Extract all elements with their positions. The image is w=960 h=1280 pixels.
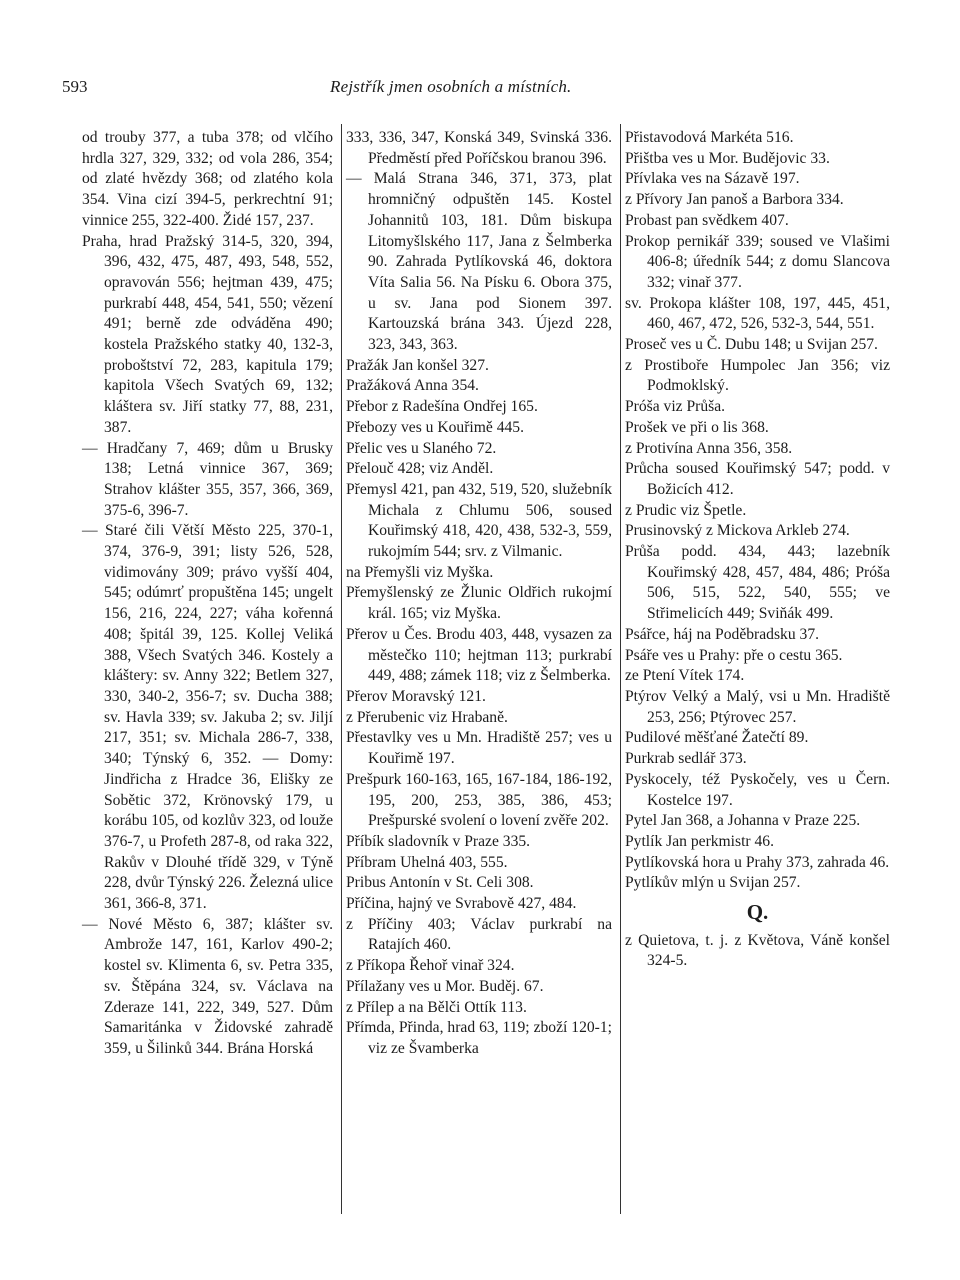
index-entry: — Staré čili Větší Město 225, 370-1, 374, 376-9, 391; listy 526, 528, vidimovány 309; právo vyšší 404, 545; odúmrť propuštěna 145; ungelt 156, 216, 224, 227; váha kořenná 408; špitál 39, 125. Kollej Veliká 388, Všech Svatých 346. Kostely a kláštery: sv. Anny 322; Betlem 327, 330, 340-2, 356-7; sv. Ducha 388; sv. Havla 339; sv. Jakuba 2; sv. Jiljí 217, 351; sv. Michala 286-7, 338, 340; Týnský 6, 352. — Domy: Jindřicha z Hradce 36, Elišky ze Sobětic 372, Krönovský 179, u korábu 105, od kozlův 323, od louže 376-7, u Profeth 287-8, od raka 322, Rakův v Dlouhé třídě 329, v Týně 228, dvůr Týnský 226. Železná ulice 361, 366-8, 371. bbox=[82, 522, 333, 913]
index-entry: Příbík sladovník v Praze 335. bbox=[346, 832, 531, 850]
index-entry: z Přílep a na Bělči Ottík 113. bbox=[346, 998, 527, 1016]
index-entry: Přerov u Čes. Brodu 403, 448, vysazen za městečko 110; hejtman 113; purkrabí 449, 488; zámek 118; viz z Šelmberka. bbox=[346, 625, 612, 685]
index-entry: Přívlaka ves na Sázavě 197. bbox=[625, 170, 800, 188]
index-entry: Prešpurk 160-163, 165, 167-184, 186-192, 195, 200, 253, 385, 386, 453; Prešpurské svolení o lovení zvěře 202. bbox=[346, 770, 612, 830]
index-entry: — Hradčany 7, 469; dům u Brusky 138; Letná vinnice 367, 369; Strahov klášter 355, 357, 366, 369, 375-6, 396-7. bbox=[82, 439, 333, 519]
index-entry: Próša viz Průša. bbox=[625, 398, 726, 416]
index-entry: Pudilové měšťané Žatečtí 89. bbox=[625, 729, 809, 747]
index-entry: z Prostiboře Humpolec Jan 356; viz Podmoklský. bbox=[625, 356, 890, 395]
running-head: Rejstřík jmen osobních a místních. bbox=[330, 77, 572, 96]
index-entry: Purkrab sedlář 373. bbox=[625, 750, 747, 768]
index-entry: Proseč ves u Č. Dubu 148; u Svijan 257. bbox=[625, 336, 878, 354]
index-entry: Pražák Jan konšel 327. bbox=[346, 356, 489, 374]
index-entry: Praha, hrad Pražský 314-5, 320, 394, 396, 432, 475, 487, 493, 548, 552, opravován 556; hejtman 439, 475; purkrabí 448, 454, 541, 550; vězení 491; berně zde odváděna 490; kostela Pražského statky 40, 132-3, proboštství 72, 283, kapitula 179; kapitola Všech Svatých 69, 132; kláštera sv. Jiří statky 77, 88, 231, 387. bbox=[82, 232, 333, 436]
index-entry: Průcha soused Kouřimský 547; podd. v Božicích 412. bbox=[625, 460, 890, 498]
index-entry: Přestavlky ves u Mn. Hradiště 257; ves u Kouřimě 197. bbox=[346, 729, 612, 768]
index-entry: z Protivína Anna 356, 358. bbox=[625, 439, 793, 457]
index-entry: z Quietova, t. j. z Květova, Váně konšel 324-5. bbox=[625, 931, 890, 970]
index-entry: Psářce, háj na Poděbradsku 37. bbox=[625, 625, 820, 643]
index-entry: Přímda, Přinda, hrad 63, 119; zboží 120-1; viz ze Švamberka bbox=[346, 1019, 612, 1057]
index-entry: Prošek ve při o lis 368. bbox=[625, 418, 769, 436]
index-letter-heading: Q. bbox=[746, 900, 769, 925]
index-entry: Probast pan svědkem 407. bbox=[625, 211, 789, 229]
index-entry: Příbram Uhelná 403, 555. bbox=[346, 853, 508, 871]
index-entry: Přelouč 428; viz Anděl. bbox=[346, 460, 494, 478]
index-entry: Přistavodová Markéta 516. bbox=[625, 129, 794, 146]
index-entry: Přebozy ves u Kouřimě 445. bbox=[346, 418, 524, 436]
index-entry: Pytlík Jan perkmistr 46. bbox=[625, 832, 775, 850]
index-entry: Pribus Antonín v St. Celi 308. bbox=[346, 874, 534, 892]
index-entry: Přelic ves u Slaného 72. bbox=[346, 439, 497, 457]
index-entry: z Přívory Jan panoš a Barbora 334. bbox=[625, 191, 844, 209]
index-entry: sv. Prokopa klášter 108, 197, 445, 451, 460, 467, 472, 526, 532-3, 544, 551. bbox=[625, 294, 890, 333]
index-entry: Přerov Moravský 121. bbox=[346, 687, 486, 705]
index-entry: 333, 336, 347, Konská 349, Svinská 336. Předměstí před Poříčskou branou 396. bbox=[346, 129, 612, 167]
index-entry: Průša podd. 434, 443; lazebník Kouřimský 428, 457, 484, 486; Próša 506, 515, 522, 540, 555; ve Střimelicích 449; Sviňák 499. bbox=[625, 543, 890, 623]
index-entry: Prusinovský z Mickova Arkleb 274. bbox=[625, 522, 850, 540]
index-entry: Příčina, hajný ve Svrabově 427, 484. bbox=[346, 895, 577, 913]
index-entry: Ptýrov Velký a Malý, vsi u Mn. Hradiště 253, 256; Ptýrovec 257. bbox=[625, 687, 890, 726]
index-entry: Prokop pernikář 339; soused ve Vlašimi 406-8; úředník 544; z domu Slancova 332; vinař 377. bbox=[625, 232, 890, 291]
index-entry: Psáře ves u Prahy: pře o cestu 365. bbox=[625, 646, 843, 664]
column-rule-right bbox=[620, 124, 621, 1214]
column-rule-left bbox=[341, 124, 342, 1214]
index-column-1 bbox=[82, 128, 333, 1060]
index-entry: Pražáková Anna 354. bbox=[346, 377, 479, 395]
index-entry: z Prudic viz Špetle. bbox=[625, 501, 747, 519]
index-entry: Přištba ves u Mor. Budějovic 33. bbox=[625, 149, 830, 167]
index-entry: z Příčiny 403; Václav purkrabí na Ratajích 460. bbox=[346, 915, 612, 954]
page-number: 593 bbox=[62, 77, 88, 96]
index-entry: z Přerubenic viz Hrabaně. bbox=[346, 708, 508, 726]
index-entry: Pytlíkovská hora u Prahy 373, zahrada 46. bbox=[625, 853, 890, 871]
index-entry: Přílažany ves u Mor. Buděj. 67. bbox=[346, 977, 544, 995]
index-entry: Přemysl 421, pan 432, 519, 520, služebník Michala z Chlumu 506, soused Kouřimský 418, 420, 438, 532-3, 559, rukojmím 544; srv. z Vilmanic. bbox=[346, 480, 612, 561]
index-column-2 bbox=[346, 128, 612, 1060]
index-entry: Pytlíkův mlýn u Svijan 257. bbox=[625, 874, 801, 892]
index-entry: Přemyšlenský ze Žlunic Oldřich rukojmí král. 165; viz Myška. bbox=[346, 584, 612, 623]
index-entry: na Přemyšli viz Myška. bbox=[346, 563, 494, 581]
index-entry: od trouby 377, a tuba 378; od vlčího hrdla 327, 329, 332; od vola 286, 354; od zlaté hvězdy 368; od zlatého kola 354. Vina cizí 394-5, perkrechtní 91; vinnice 255, 322-400. Židé 157, 237. bbox=[82, 129, 333, 229]
index-entry: Přebor z Radešína Ondřej 165. bbox=[346, 398, 538, 416]
index-entry: ze Ptení Vítek 174. bbox=[625, 667, 745, 685]
index-column-3 bbox=[625, 128, 890, 972]
index-entry: Pyskocely, též Pyskočely, ves u Čern. Kostelce 197. bbox=[625, 770, 890, 809]
index-entry: Pytel Jan 368, a Johanna v Praze 225. bbox=[625, 812, 861, 830]
index-entry: — Malá Strana 346, 371, 373, plat hromničný odpuštěn 145. Kostel Johannitů 103, 181. Dům biskupa Litomyšlského 117, Jana z Šelmberka 90. Zahrada Pytlíkovská 46, doktora Víta Salia 56. Na Písku 6. Obora 375, u sv. Jana pod Sionem 397. Kartouzská brána 343. Újezd 228, 323, 343, 363. bbox=[346, 170, 612, 354]
index-entry: — Nové Město 6, 387; klášter sv. Ambrože 147, 161, Karlov 490-2; kostel sv. Klimenta 6, sv. Petra 335, sv. Štěpána 324, sv. Václava na Zderaze 141, 222, 349, 527. Dům Samaritánka v Židovské zahradě 359, u Šilinků 344. Brána Horská bbox=[82, 915, 333, 1057]
index-entry: z Příkopa Řehoř vinař 324. bbox=[346, 957, 515, 975]
